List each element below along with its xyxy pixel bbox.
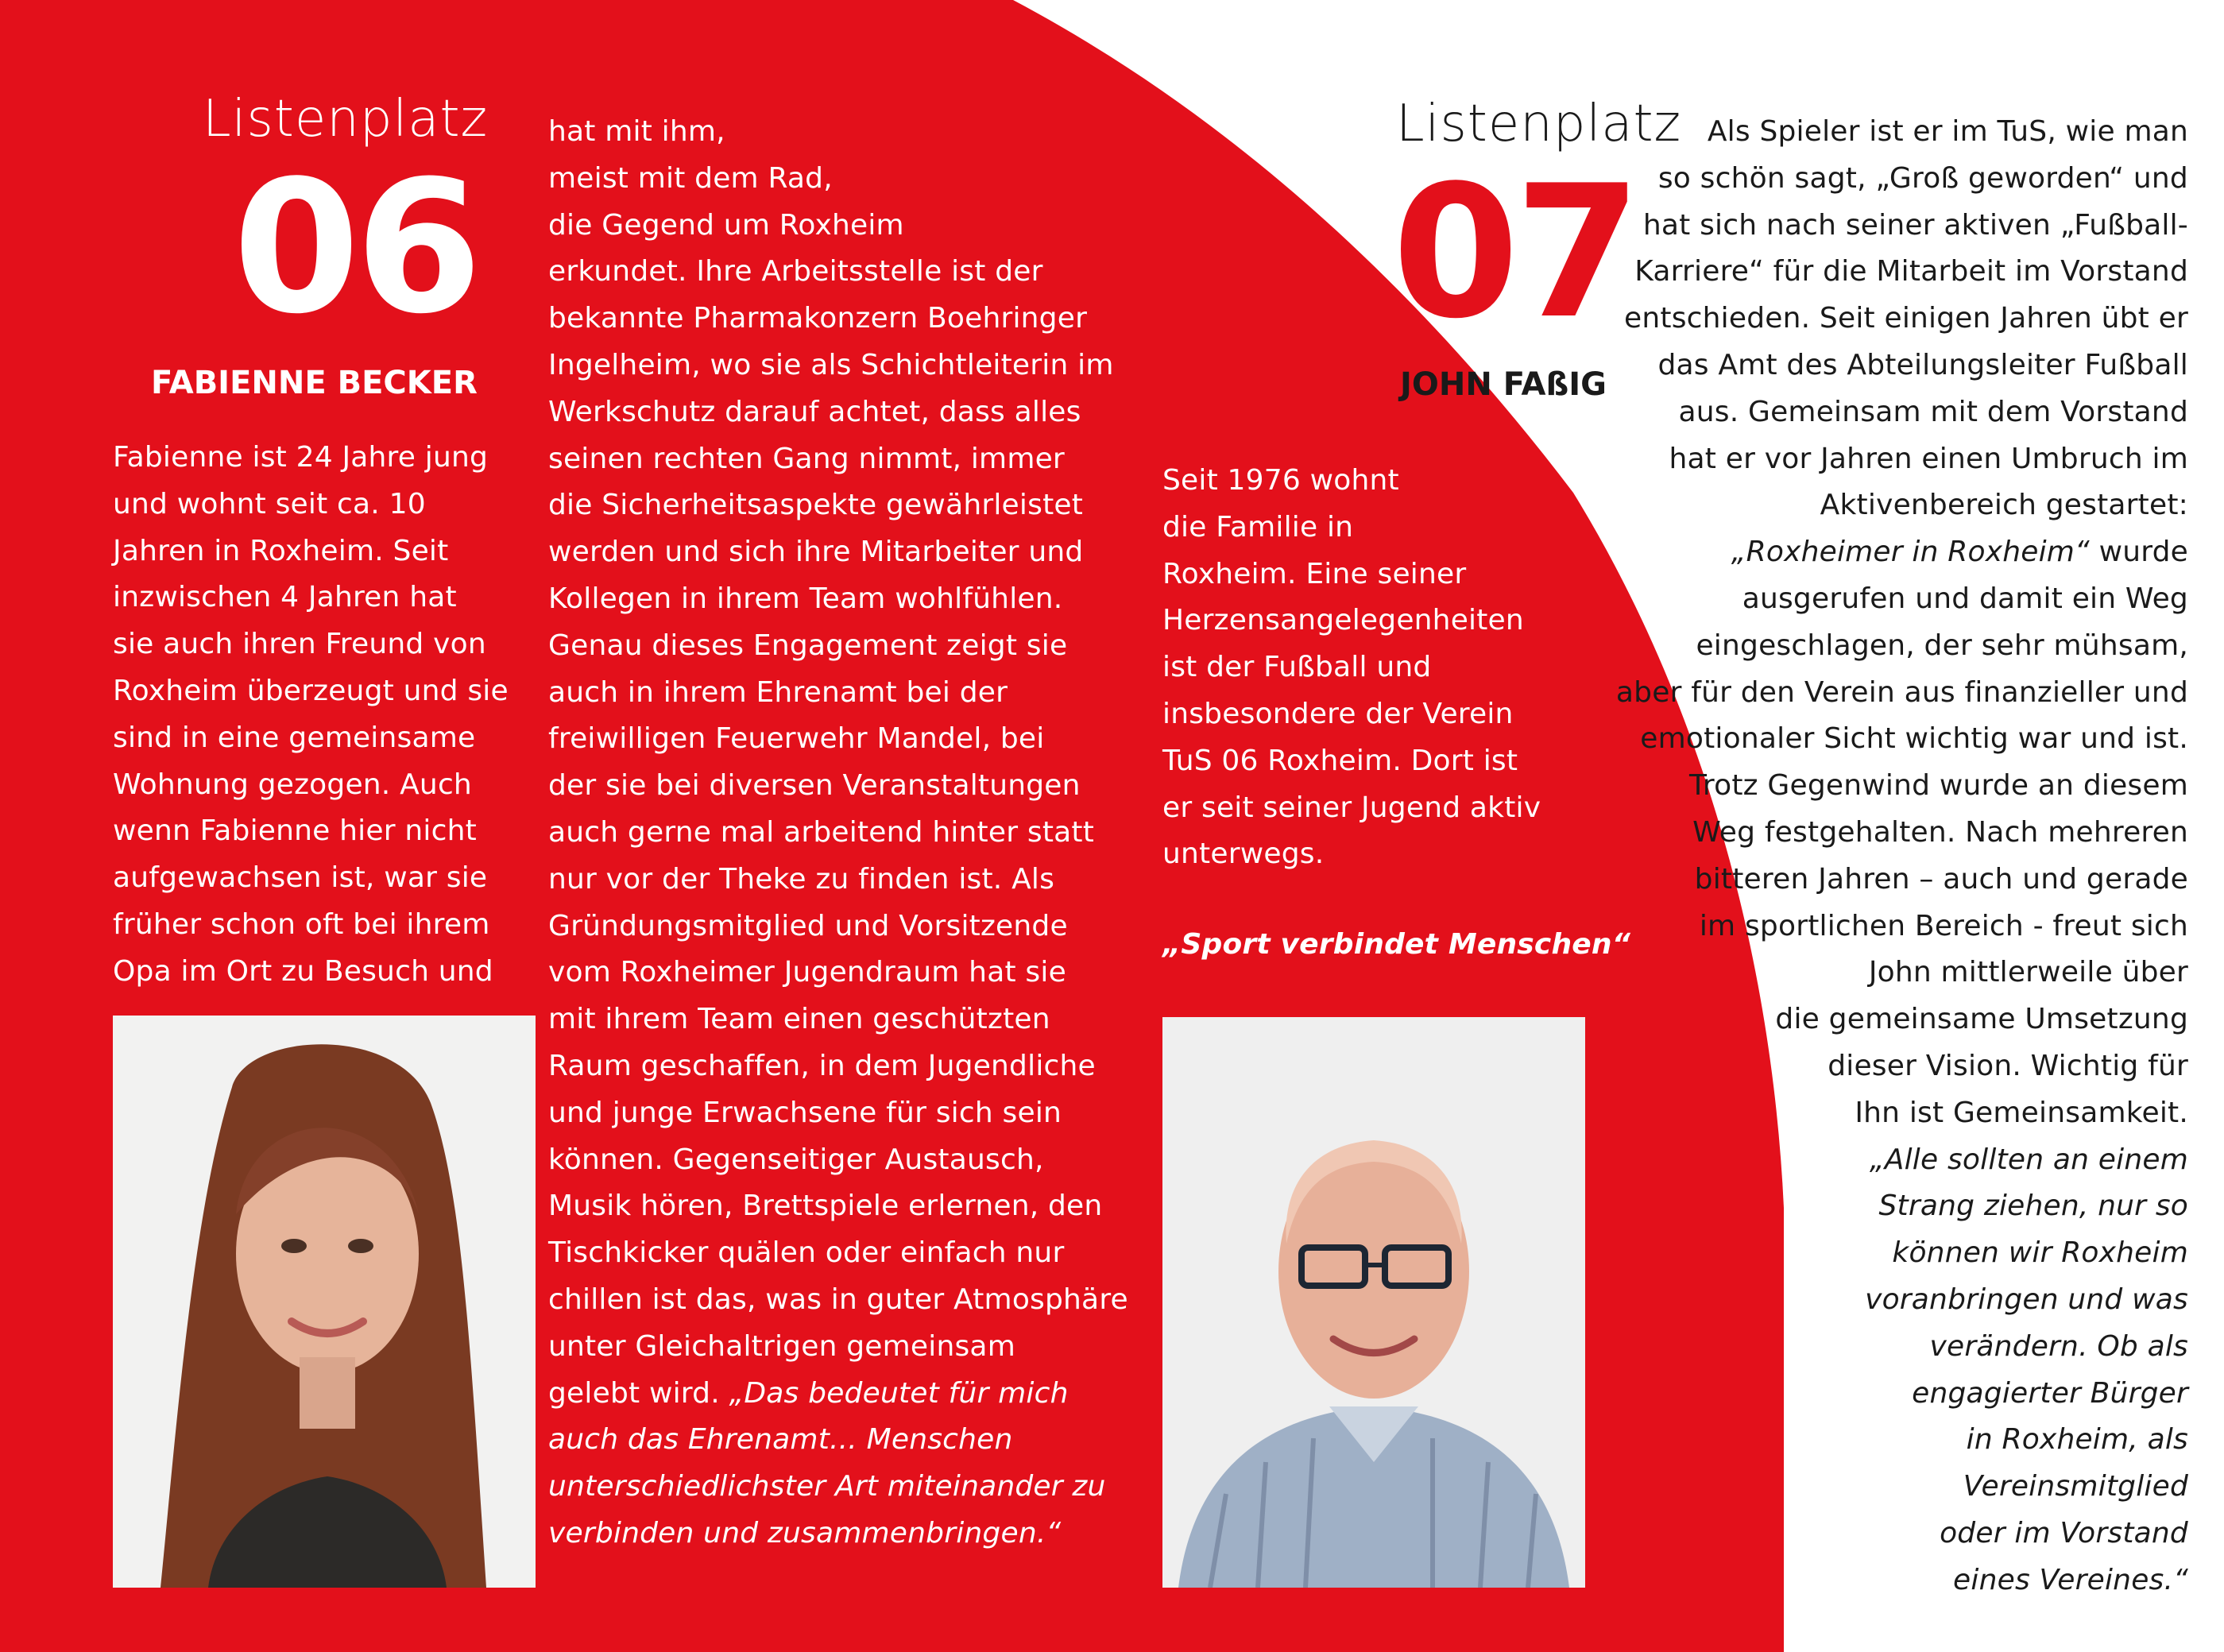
text-line: die Familie in	[1162, 510, 1354, 544]
text-line: eingeschlagen, der sehr mühsam,	[1696, 629, 2188, 662]
text-line: ist der Fußball und	[1162, 651, 1432, 684]
text-line: auch das Ehrenamt... Menschen	[548, 1423, 1013, 1457]
text-line: freiwilligen Feuerwehr Mandel, bei	[548, 722, 1045, 756]
text-line: auch gerne mal arbeitend hinter statt	[548, 815, 1095, 849]
text-line: im sportlichen Bereich - freut sich	[1699, 909, 2188, 942]
text-line: er seit seiner Jugend aktiv	[1162, 791, 1541, 824]
text-line: und junge Erwachsene für sich sein	[548, 1096, 1062, 1129]
text-fragment: wurde	[2089, 536, 2188, 569]
candidate-name-fabienne: FABIENNE BECKER	[151, 365, 478, 401]
text-line: hat mit ihm,	[548, 115, 725, 148]
candidate-name-john: JOHN FAßIG	[1400, 366, 1607, 403]
text-line: aber für den Verein aus finanzieller und	[1615, 675, 2188, 709]
text-line: unterschiedlichster Art miteinander zu	[548, 1470, 1106, 1503]
text-line: unterwegs.	[1162, 838, 1325, 871]
text-line: hat sich nach seiner aktiven „Fußball-	[1642, 208, 2188, 242]
text-line: Roxheim überzeugt und sie	[113, 674, 509, 707]
listenplatz-07-label: Listenplatz	[1396, 95, 1682, 153]
text-line: erkundet. Ihre Arbeitsstelle ist der	[548, 255, 1043, 288]
text-line: aus. Gemeinsam mit dem Vorstand	[1678, 395, 2188, 428]
text-line: verbinden und zusammenbringen.“	[548, 1516, 1062, 1549]
text-line: TuS 06 Roxheim. Dort ist	[1162, 744, 1518, 777]
text-line: Ihn ist Gemeinsamkeit.	[1855, 1096, 2188, 1129]
text-line: bitteren Jahren – auch und gerade	[1694, 862, 2188, 896]
text-line: meist mit dem Rad,	[548, 161, 833, 195]
john-right-column-text	[1616, 109, 2188, 1604]
text-line: Kollegen in ihrem Team wohlfühlen.	[548, 582, 1063, 615]
text-line: eines Vereines.“	[1953, 1563, 2188, 1596]
text-line: die gemeinsame Umsetzung	[1775, 1003, 2188, 1036]
text-line: Raum geschaffen, in dem Jugendliche	[548, 1049, 1096, 1082]
portrait-photo-fabienne	[113, 1016, 536, 1588]
fabienne-text-column-1	[113, 435, 509, 996]
text-line: Tischkicker quälen oder einfach nur	[548, 1236, 1065, 1270]
text-line: Als Spieler ist er im TuS, wie man	[1707, 115, 2188, 148]
text-line: Weg festgehalten. Nach mehreren	[1692, 815, 2188, 849]
text-line-mixed	[1616, 529, 2188, 576]
text-line: Werkschutz darauf achtet, dass alles	[548, 395, 1081, 428]
text-line: Genau dieses Engagement zeigt sie	[548, 629, 1068, 662]
text-line: inzwischen 4 Jahren hat	[113, 581, 457, 614]
text-line: und wohnt seit ca. 10	[113, 487, 426, 520]
text-line: Fabienne ist 24 Jahre jung	[113, 441, 489, 474]
text-line: vom Roxheimer Jugendraum hat sie	[548, 956, 1066, 989]
text-line: werden und sich ihre Mitarbeiter und	[548, 536, 1084, 569]
text-line: Wohnung gezogen. Auch	[113, 768, 472, 801]
text-line: sind in eine gemeinsame	[113, 721, 476, 754]
text-line: bekannte Pharmakonzern Boehringer	[548, 302, 1088, 335]
text-line: Musik hören, Brettspiele erlernen, den	[548, 1190, 1103, 1223]
text-fragment: gelebt wird.	[548, 1376, 729, 1410]
text-line: Opa im Ort zu Besuch und	[113, 954, 493, 988]
text-line: entschieden. Seit einigen Jahren übt er	[1624, 302, 2188, 335]
text-line: sie auch ihren Freund von	[113, 628, 486, 661]
text-line: John mittlerweile über	[1868, 956, 2188, 989]
text-line: wenn Fabienne hier nicht	[113, 814, 477, 848]
text-line: auch in ihrem Ehrenamt bei der	[548, 675, 1008, 709]
text-line: „Alle sollten an einem	[1869, 1143, 2188, 1176]
text-line: unter Gleichaltrigen gemeinsam	[548, 1329, 1015, 1363]
john-intro-text	[1162, 458, 1541, 878]
text-line: voranbringen und was	[1865, 1283, 2188, 1316]
john-motto-quote: „Sport verbindet Menschen“	[1162, 928, 1631, 961]
text-line: Aktivenbereich gestartet:	[1820, 489, 2188, 522]
text-line: emotionaler Sicht wichtig war und ist.	[1640, 722, 2188, 756]
text-line: in Roxheim, als	[1966, 1423, 2188, 1457]
text-line: Seit 1976 wohnt	[1162, 464, 1399, 497]
text-line: können wir Roxheim	[1892, 1236, 2188, 1270]
text-line: so schön sagt, „Groß geworden“ und	[1657, 161, 2188, 195]
text-line: verändern. Ob als	[1929, 1329, 2188, 1363]
list-number-06: 06	[233, 142, 478, 354]
text-line: das Amt des Abteilungsleiter Fußball	[1657, 348, 2188, 381]
text-line: dieser Vision. Wichtig für	[1828, 1049, 2188, 1082]
text-line: Trotz Gegenwind wurde an diesem	[1689, 769, 2188, 803]
text-line: Gründungsmitglied und Vorsitzende	[548, 909, 1068, 942]
text-line-quote-start	[548, 1371, 1128, 1418]
text-line: chillen ist das, was in guter Atmosphäre	[548, 1283, 1128, 1316]
quote-fragment: „Das bedeutet für mich	[729, 1376, 1069, 1410]
text-line: Karriere“ für die Mitarbeit im Vorstand	[1634, 255, 2188, 288]
text-line: Jahren in Roxheim. Seit	[113, 534, 449, 567]
text-line: Vereinsmitglied	[1963, 1470, 2188, 1503]
text-line: Ingelheim, wo sie als Schichtleiterin im	[548, 348, 1114, 381]
fabienne-text-column-2	[548, 109, 1128, 1557]
text-line: die Sicherheitsaspekte gewährleistet	[548, 489, 1084, 522]
quote-fragment: „Roxheimer in Roxheim“	[1731, 536, 2090, 569]
list-number-07: 07	[1392, 147, 1638, 359]
text-line: ausgerufen und damit ein Weg	[1742, 582, 2188, 615]
text-line: können. Gegenseitiger Austausch,	[548, 1143, 1044, 1176]
portrait-photo-john	[1162, 1017, 1585, 1588]
text-line: seinen rechten Gang nimmt, immer	[548, 442, 1065, 475]
text-line: insbesondere der Verein	[1162, 697, 1514, 730]
text-line: Strang ziehen, nur so	[1878, 1190, 2188, 1223]
text-line: mit ihrem Team einen geschützten	[548, 1003, 1050, 1036]
text-line: der sie bei diversen Veranstaltungen	[548, 769, 1081, 803]
text-line: aufgewachsen ist, war sie	[113, 861, 488, 895]
text-line: hat er vor Jahren einen Umbruch im	[1669, 442, 2188, 475]
listenplatz-06-label: Listenplatz	[203, 90, 489, 149]
text-line: engagierter Bürger	[1912, 1376, 2188, 1410]
text-line: Roxheim. Eine seiner	[1162, 557, 1467, 590]
text-line: nur vor der Theke zu finden ist. Als	[548, 862, 1055, 896]
text-line: oder im Vorstand	[1940, 1516, 2188, 1549]
text-line: früher schon oft bei ihrem	[113, 907, 490, 941]
text-line: die Gegend um Roxheim	[548, 208, 904, 242]
text-line: Herzensangelegenheiten	[1162, 604, 1524, 637]
